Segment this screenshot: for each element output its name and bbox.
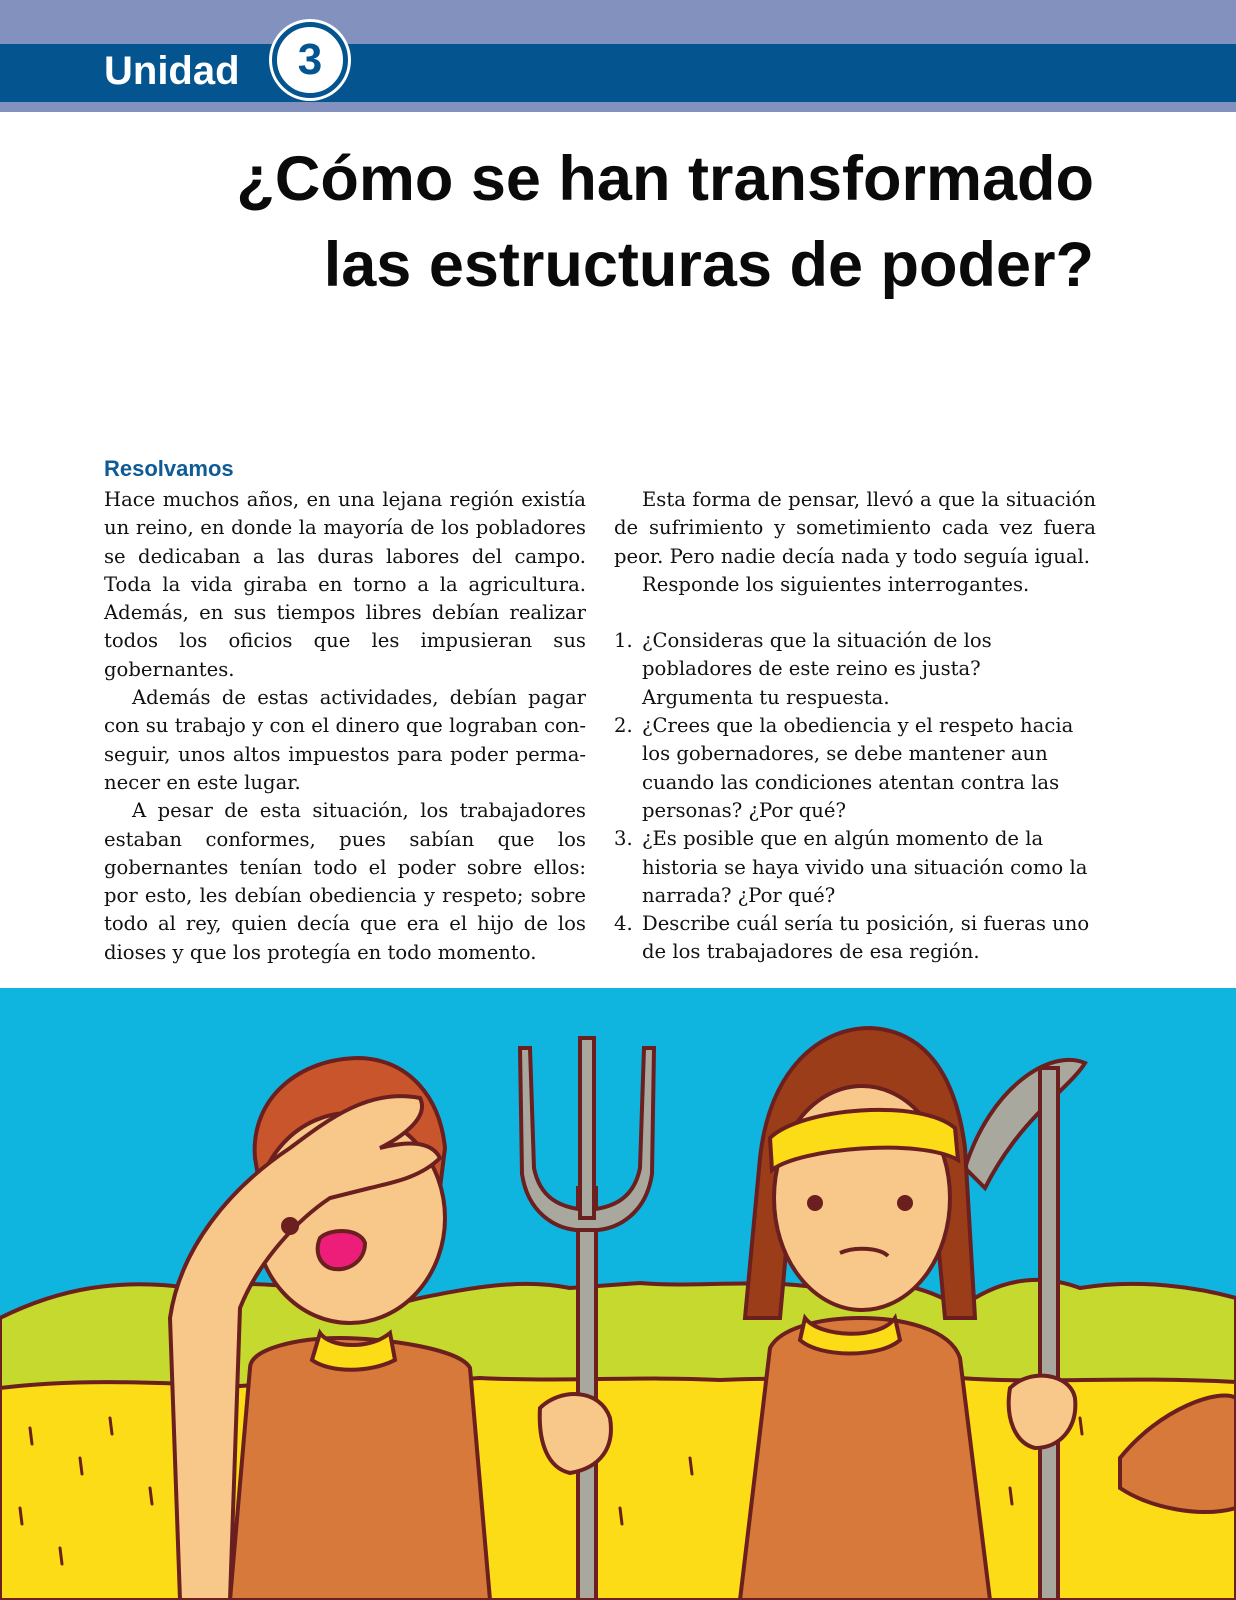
- story-paragraph: Hace muchos años, en una lejana región existía un reino, en donde la mayoría de los pobladores se dedicaban a las duras labores del campo. Toda la vida giraba en torno a la agricultura. Además, en sus tiempos libres debían realizar todos los oficios que les impusieran sus gobernantes.: [104, 488, 586, 681]
- question-item: [614, 712, 1096, 825]
- section-heading: Resolvamos: [104, 456, 234, 481]
- instruction-text: Responde los siguientes interrogantes.: [642, 572, 1030, 596]
- story-paragraph: A pesar de esta situación, los trabajadores estaban conformes, pues sabían que los gobernantes tenían todo el poder sobre ellos: por esto, les debían obediencia y respeto; sobre todo al rey, quien decía que era el hijo de los dioses y que los protegía en todo momento.: [104, 799, 586, 964]
- question-item: [614, 825, 1096, 910]
- question-list: [614, 627, 1096, 967]
- question-text: ¿Es posible que en algún momento de la historia se haya vivido una situación como la narrada? ¿Por qué?: [642, 827, 1088, 907]
- questions-column: [614, 486, 1096, 967]
- question-item: [614, 910, 1096, 967]
- unit-number-badge: 3: [272, 22, 348, 98]
- page-title-line-2: las estructuras de poder?: [323, 230, 1094, 300]
- question-item: [614, 627, 1096, 712]
- page-title: [160, 136, 1094, 308]
- question-text: Describe cuál sería tu posición, si fueras uno de los trabajadores de esa región.: [642, 912, 1090, 964]
- story-paragraph: Esta forma de pensar, llevó a que la situación de sufrimiento y sometimiento cada vez fuera peor. Pero nadie decía nada y todo seguía igual.: [614, 488, 1096, 568]
- story-paragraph: Además de estas actividades, debían pagar con su trabajo y con el dinero que lograban conseguir, unos altos impuestos para poder permanecer en este lugar.: [104, 686, 586, 794]
- page-title-line-1: ¿Cómo se han transformado: [236, 144, 1094, 214]
- question-text: ¿Consideras que la situación de los pobladores de este reino es justa? Argumenta tu respuesta.: [642, 629, 992, 709]
- question-number: 4.: [614, 912, 633, 936]
- story-column: [104, 486, 586, 967]
- question-number: 1.: [614, 629, 633, 653]
- header-divider: [0, 102, 1236, 112]
- unit-label: Unidad: [104, 49, 240, 93]
- question-text: ¿Crees que la obediencia y el respeto hacia los gobernadores, se debe mantener aun cuando las condiciones atentan contra las personas? ¿Por qué?: [642, 714, 1074, 822]
- header-top-band: [0, 0, 1236, 44]
- question-number: 3.: [614, 827, 633, 851]
- question-number: 2.: [614, 714, 633, 738]
- farmers-illustration: [0, 988, 1236, 1600]
